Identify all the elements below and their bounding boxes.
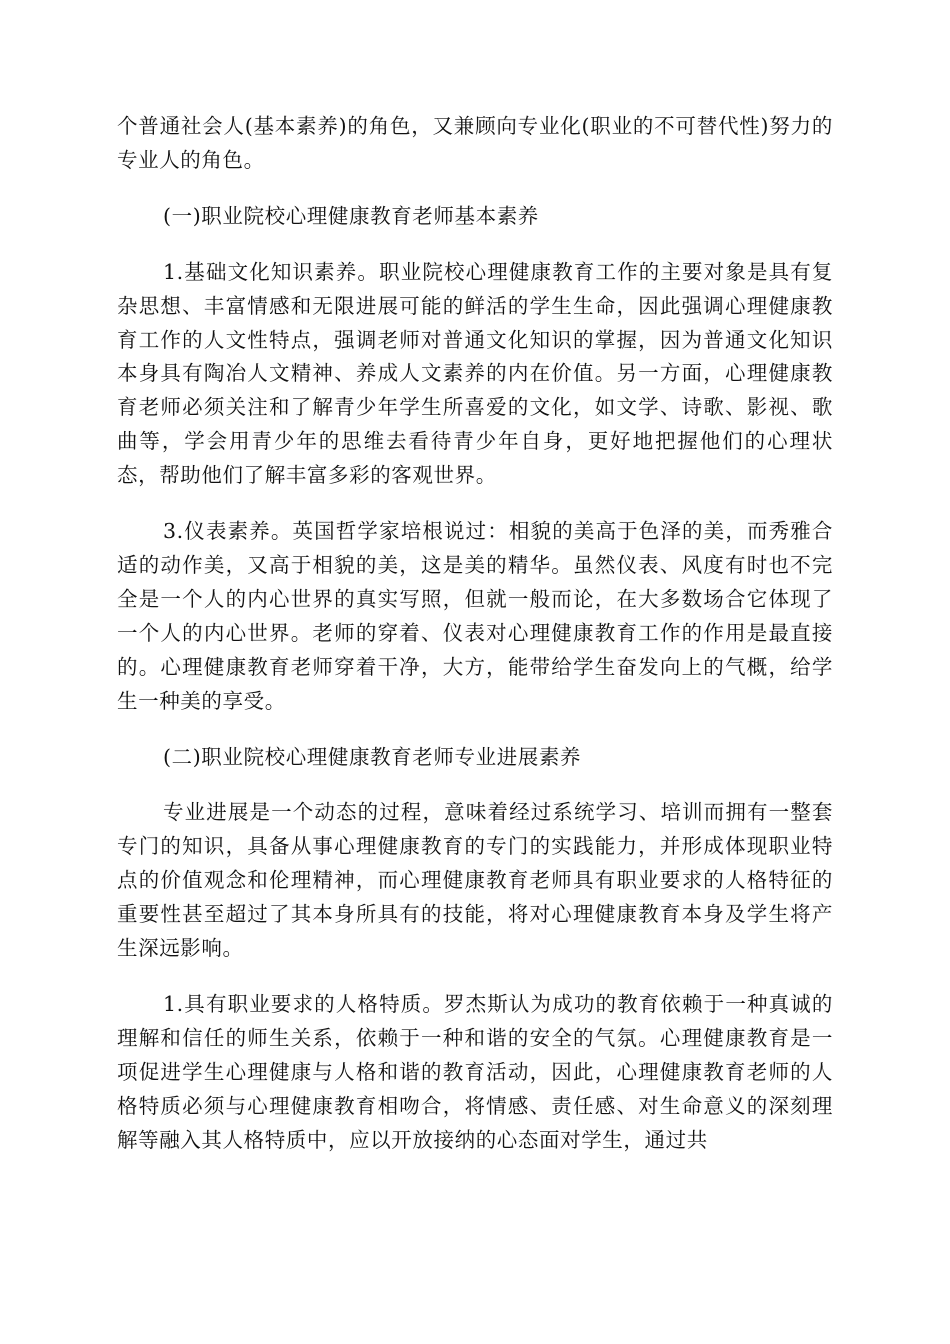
paragraph-professional-development: 专业进展是一个动态的过程，意味着经过系统学习、培训而拥有一整套专门的知识，具备从事心理健康教育的专门的实践能力，并形成体现职业特点的价值观念和伦理精神，而心理健康教育老师具有职业要求的人格特征的重要性甚至超过了其本身所具有的技能，将对心理健康教育本身及学生将产生深远影响。: [117, 800, 833, 961]
paragraph-personality-traits: 1.具有职业要求的人格特质。罗杰斯认为成功的教育依赖于一种真诚的理解和信任的师生关系，依赖于一种和谐的安全的气氛。心理健康教育是一项促进学生心理健康与人格和谐的教育活动，因此，心理健康教育老师的人格特质必须与心理健康教育相吻合，将情感、责任感、对生命意义的深刻理解等融入其人格特质中，应以开放接纳的心态面对学生，通过共: [117, 991, 833, 1152]
section-heading-basic-qualities: (一)职业院校心理健康教育老师基本素养: [163, 203, 539, 228]
paragraph-cultural-knowledge: 1.基础文化知识素养。职业院校心理健康教育工作的主要对象是具有复杂思想、丰富情感和无限进展可能的鲜活的学生生命，因此强调心理健康教育工作的人文性特点，强调老师对普通文化知识的掌握，因为普通文化知识本身具有陶冶人文精神、养成人文素养的内在价值。另一方面，心理健康教育老师必须关注和了解青少年学生所喜爱的文化，如文学、诗歌、影视、歌曲等，学会用青少年的思维去看待青少年自身，更好地把握他们的心理状态，帮助他们了解丰富多彩的客观世界。: [117, 259, 833, 488]
paragraph-appearance: 3.仪表素养。英国哲学家培根说过：相貌的美高于色泽的美，而秀雅合适的动作美，又高于相貌的美，这是美的精华。虽然仪表、风度有时也不完全是一个人的内心世界的真实写照，但就一般而论，在大多数场合它体现了一个人的内心世界。老师的穿着、仪表对心理健康教育工作的作用是最直接的。心理健康教育老师穿着干净，大方，能带给学生奋发向上的气概，给学生一种美的享受。: [117, 519, 833, 713]
section-heading-professional-development: (二)职业院校心理健康教育老师专业进展素养: [163, 744, 582, 769]
paragraph-continuation: 个普通社会人(基本素养)的角色，又兼顾向专业化(职业的不可替代性)努力的专业人的角色。: [117, 114, 833, 172]
document-page: [117, 110, 833, 1179]
